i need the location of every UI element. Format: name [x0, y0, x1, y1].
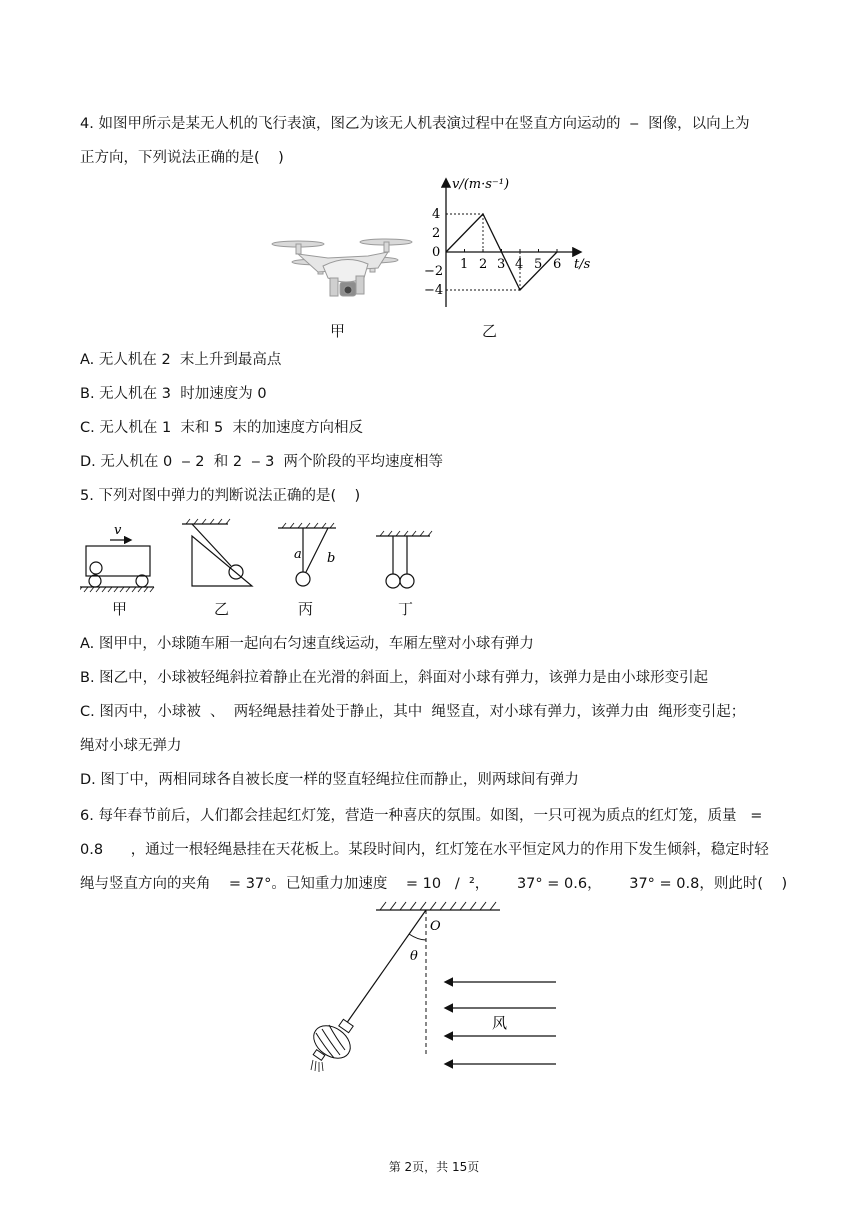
q4-caption-jia: 甲 [330, 322, 346, 340]
q4-stem-line1: 4. 如图甲所示是某无人机的飞行表演，图乙为该无人机表演过程中在竖直方向运动的 ‒ 图像，以向上为 [80, 116, 750, 132]
q6-stem-line1: 6. 每年春节前后，人们都会挂起红灯笼，营造一种喜庆的氛围。如图，一只可视为质点的红灯笼，质量 = [80, 808, 763, 824]
x-tick-1: 1 [460, 257, 469, 272]
lantern-figure [300, 896, 570, 1086]
q4-option-a: A. 无人机在 2 末上升到最高点 [80, 352, 282, 368]
drone-image [268, 228, 418, 308]
figure-ding [376, 531, 432, 588]
angle-arc [409, 934, 426, 940]
q4-option-b: B. 无人机在 3 时加速度为 0 [80, 386, 267, 402]
y-tick-4: 4 [432, 207, 441, 222]
q4-stem-line2: 正方向，下列说法正确的是( ) [80, 150, 284, 166]
y-tick-neg4: −4 [424, 283, 444, 298]
q4-caption-yi: 乙 [482, 322, 498, 340]
lantern [308, 1019, 357, 1072]
ceiling [376, 902, 500, 910]
q6-stem-line2: 0.8 ，通过一根轻绳悬挂在天花板上。某段时间内，红灯笼在水平恒定风力的作用下发生倾斜，稳定时轻 [80, 842, 769, 858]
symbol-v: v [114, 523, 122, 538]
wind-label: 风 [492, 1014, 508, 1032]
y-axis-label: v/(m·s⁻¹) [452, 177, 510, 192]
x-tick-3: 3 [497, 257, 506, 272]
x-tick-5: 5 [534, 257, 543, 272]
q4-option-c: C. 无人机在 1 末和 5 末的加速度方向相反 [80, 420, 363, 436]
rope [346, 910, 426, 1024]
q5-stem: 5. 下列对图中弹力的判断说法正确的是( ) [80, 488, 361, 504]
q5-caption-yi: 乙 [214, 600, 230, 618]
q5-option-c-line2: 绳对小球无弹力 [80, 738, 182, 754]
q5-option-c-line1: C. 图丙中，小球被 、 两轻绳悬挂着处于静止，其中 绳竖直，对小球有弹力，该弹力由 绳形变引起； [80, 704, 746, 720]
q5-option-a: A. 图甲中，小球随车厢一起向右匀速直线运动，车厢左壁对小球有弹力 [80, 636, 534, 652]
q5-option-d: D. 图丁中，两相同球各自被长度一样的竖直轻绳拉住而静止，则两球间有弹力 [80, 772, 579, 788]
symbol-a: a [294, 547, 302, 562]
q6-stem-line3: 绳与竖直方向的夹角 = 37°。已知重力加速度 = 10 / ²， 37° = 0.6， 37° = 0.8，则此时( ) [80, 876, 788, 892]
y-tick-neg2: −2 [424, 264, 444, 279]
x-axis-label: t/s [574, 257, 591, 272]
figure-yi [182, 519, 252, 586]
q5-caption-bing: 丙 [298, 600, 314, 618]
v-t-graph [418, 172, 608, 312]
theta-label: θ [410, 949, 418, 964]
y-tick-0: 0 [432, 245, 441, 260]
q5-caption-ding: 丁 [398, 600, 414, 618]
page-footer: 第 2页，共 15页 [388, 1160, 480, 1174]
y-tick-2: 2 [432, 226, 441, 241]
x-tick-2: 2 [479, 257, 488, 272]
point-o-label: O [430, 919, 441, 934]
q4-option-d: D. 无人机在 0 ‒ 2 和 2 ‒ 3 两个阶段的平均速度相等 [80, 454, 444, 470]
figure-jia [80, 540, 154, 592]
x-tick-4: 4 [515, 257, 524, 272]
q5-caption-jia: 甲 [112, 600, 128, 618]
symbol-b: b [327, 551, 336, 566]
q5-option-b: B. 图乙中，小球被轻绳斜拉着静止在光滑的斜面上，斜面对小球有弹力，该弹力是由小球形变引起 [80, 670, 709, 686]
q5-figures [80, 516, 440, 596]
x-tick-6: 6 [553, 257, 562, 272]
